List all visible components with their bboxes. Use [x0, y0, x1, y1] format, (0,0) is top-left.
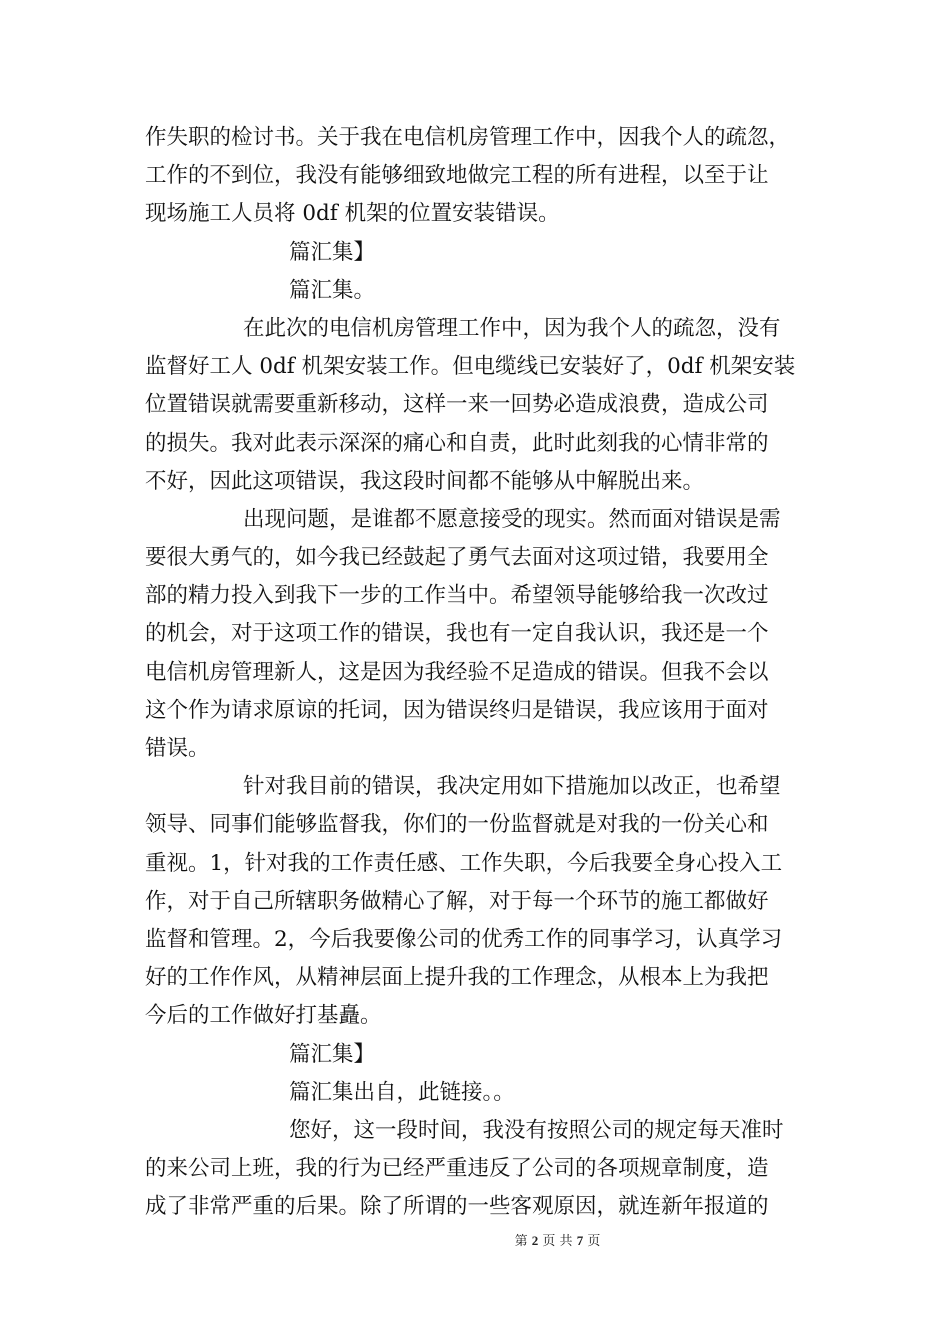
text-line: 重视。1，针对我的工作责任感、工作失职，今后我要全身心投入工 [145, 850, 783, 876]
text-line: 针对我目前的错误，我决定用如下措施加以改正，也希望 [243, 774, 781, 800]
text-line: 好的工作作风，从精神层面上提升我的工作理念，从根本上为我把 [145, 965, 769, 991]
section-heading: 篇汇集出自，此链接。。 [289, 1079, 515, 1105]
text-line: 工作的不到位，我没有能够细致地做完工程的所有进程，以至于让 [145, 163, 769, 189]
document-body [145, 119, 815, 1226]
text-line: 在此次的电信机房管理工作中，因为我个人的疏忽，没有 [243, 315, 781, 341]
text-line: 不好，因此这项错误，我这段时间都不能够从中解脱出来。 [145, 468, 705, 494]
text-line: 作失职的检讨书。关于我在电信机房管理工作中，因我个人的疏忽， [145, 125, 791, 150]
text-line: 领导、同事们能够监督我，你们的一份监督就是对我的一份关心和 [145, 812, 769, 838]
text-line: 要很大勇气的，如今我已经鼓起了勇气去面对这项过错，我要用全 [145, 545, 769, 571]
text-line: 今后的工作做好打基矗。 [145, 1003, 382, 1029]
text-line: 位置错误就需要重新移动，这样一来一回势必造成浪费，造成公司 [145, 392, 769, 418]
text-line: 现场施工人员将 0df 机架的位置安装错误。 [145, 201, 560, 227]
text-line: 出现问题，是谁都不愿意接受的现实。然而面对错误是需 [243, 506, 781, 532]
text-line: 成了非常严重的后果。除了所谓的一些客观原因，就连新年报道的 [145, 1194, 769, 1220]
text-line: 监督好工人 0df 机架安装工作。但电缆线已安装好了，0df 机架安装 [145, 354, 796, 380]
text-line: 的损失。我对此表示深深的痛心和自责，此时此刻我的心情非常的 [145, 430, 769, 456]
footer-middle: 页 共 [542, 1234, 573, 1249]
text-line: 监督和管理。2，今后我要像公司的优秀工作的同事学习，认真学习 [145, 926, 783, 952]
current-page-number: 2 [531, 1233, 539, 1248]
text-line: 部的精力投入到我下一步的工作当中。希望领导能够给我一次改过 [145, 583, 769, 609]
text-line: 错误。 [145, 736, 210, 761]
text-line: 的来公司上班，我的行为已经严重违反了公司的各项规章制度，造 [145, 1156, 769, 1182]
page-footer [0, 1233, 950, 1250]
section-heading: 篇汇集。 [289, 277, 376, 303]
section-heading: 篇汇集】 [289, 239, 376, 265]
footer-prefix: 第 [514, 1234, 528, 1249]
text-line: 这个作为请求原谅的托词，因为错误终归是错误，我应该用于面对 [145, 697, 769, 723]
text-line: 的机会，对于这项工作的错误，我也有一定自我认识，我还是一个 [145, 621, 769, 647]
text-line: 电信机房管理新人，这是因为我经验不足造成的错误。但我不会以 [145, 659, 769, 685]
footer-suffix: 页 [587, 1234, 601, 1249]
text-line: 您好，这一段时间，我没有按照公司的规定每天准时 [289, 1117, 784, 1143]
total-pages-number: 7 [576, 1233, 584, 1248]
text-line: 作，对于自己所辖职务做精心了解，对于每一个环节的施工都做好 [145, 888, 769, 914]
section-heading: 篇汇集】 [289, 1041, 376, 1067]
